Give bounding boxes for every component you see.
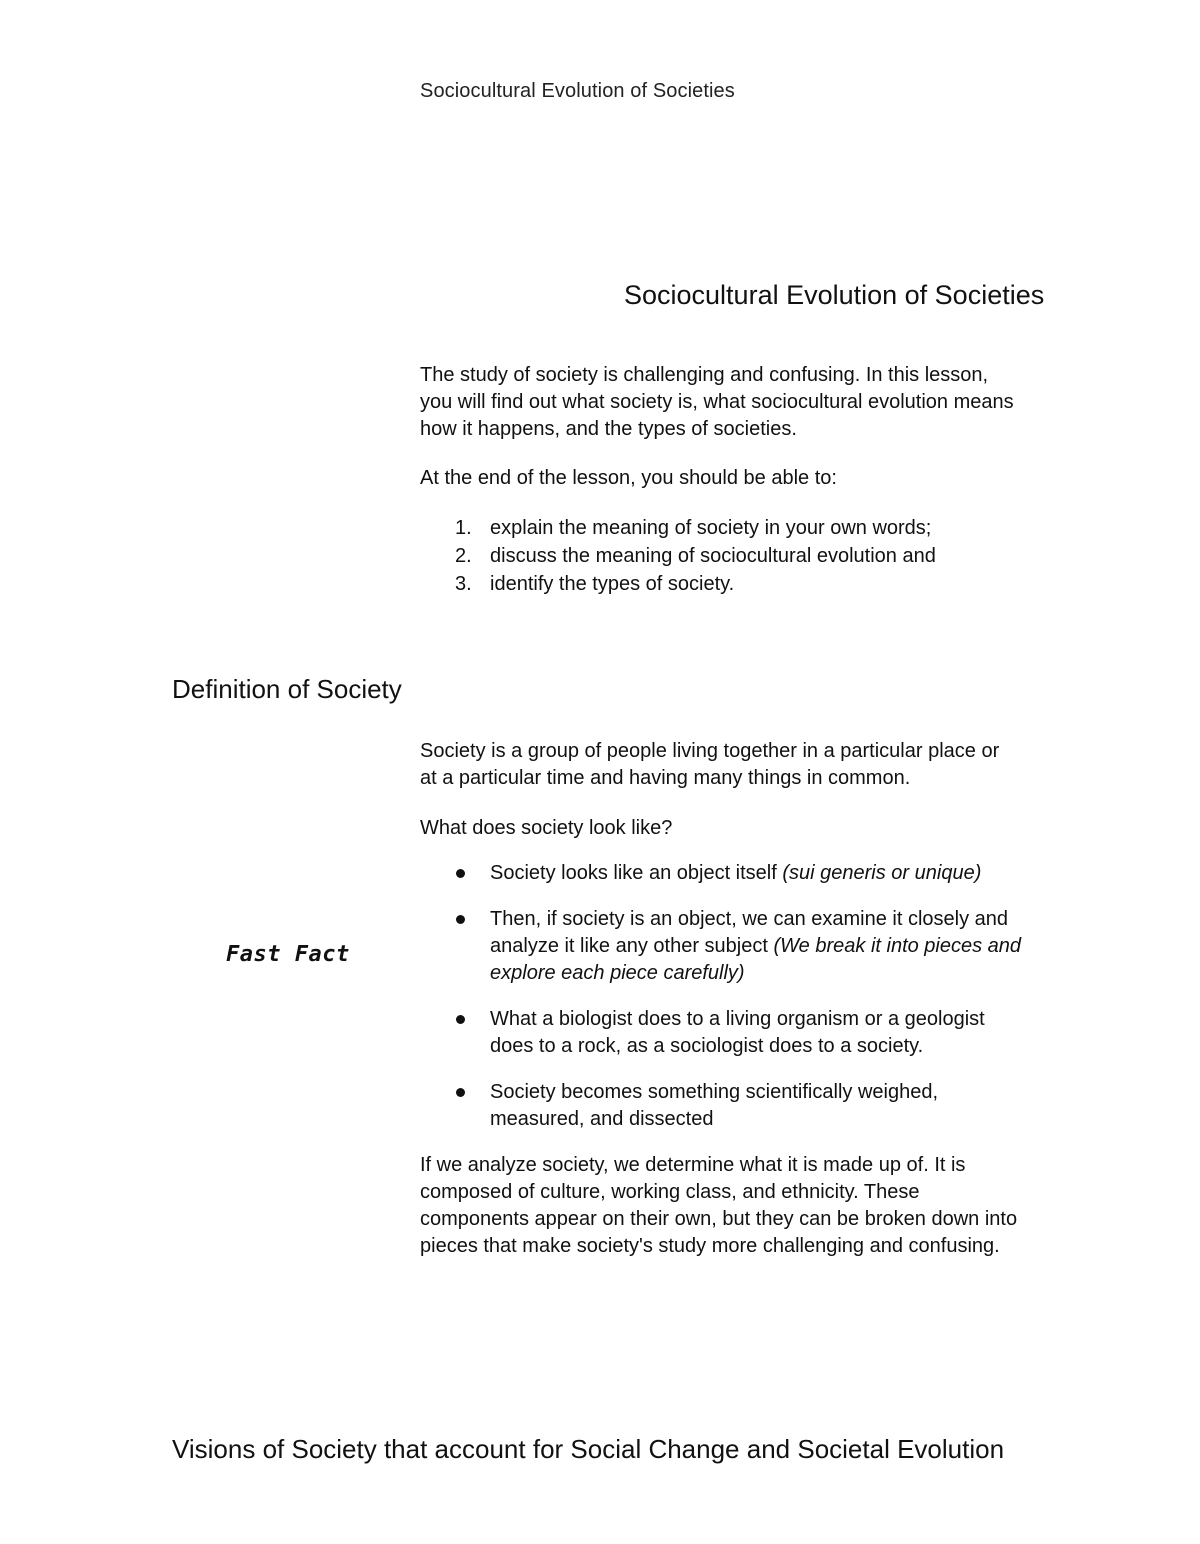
objective-number: 1. — [455, 517, 472, 539]
section-heading-definition: Definition of Society — [172, 674, 402, 704]
bullet-italic-text: explore each piece carefully) — [490, 962, 745, 984]
objective-item — [420, 570, 1100, 598]
bullet-italic-text: (sui generis or unique) — [782, 862, 982, 884]
analysis-line: composed of culture, working class, and ethnicity. These — [420, 1181, 920, 1203]
definition-paragraph — [420, 738, 1100, 792]
objective-text: explain the meaning of society in your own words; — [490, 517, 932, 539]
bullet-text: Society looks like an object itself — [490, 862, 783, 884]
objective-number: 3. — [455, 573, 472, 595]
question-text: What does society look like? — [420, 817, 673, 839]
objective-item — [420, 514, 1100, 542]
intro-paragraph — [420, 362, 1100, 443]
running-header: Sociocultural Evolution of Societies — [420, 80, 735, 102]
bullet-line — [490, 1033, 1100, 1060]
bullet-text: What a biologist does to a living organism or a geologist — [490, 1008, 985, 1030]
objectives-lead: At the end of the lesson, you should be able to: — [420, 467, 837, 489]
intro-line: you will find out what society is, what sociocultural evolution means — [420, 391, 1014, 413]
definition-line: at a particular time and having many things in common. — [420, 767, 911, 789]
bullet-item — [420, 906, 1100, 987]
analysis-line: If we analyze society, we determine what it is made up of. It is — [420, 1154, 966, 1176]
bullet-dot-icon — [456, 1015, 465, 1024]
bullet-dot-icon — [456, 915, 465, 924]
bullet-italic-text: (We break it into pieces and — [773, 935, 1022, 957]
objective-item — [420, 542, 1100, 570]
section-heading-visions: Visions of Society that account for Social Change and Societal Evolution — [172, 1434, 1005, 1464]
bullet-text: Then, if society is an object, we can examine it closely and — [490, 908, 1009, 930]
bullet-line — [490, 1106, 1100, 1133]
bullet-line — [490, 860, 1100, 887]
bullet-dot-icon — [456, 1088, 465, 1097]
bullet-item — [420, 1079, 1100, 1133]
bullet-text: Society becomes something scientifically weighed, — [490, 1081, 938, 1103]
bullet-item — [420, 1006, 1100, 1060]
bullet-text: analyze it like any other subject — [490, 935, 774, 957]
bullet-line — [490, 1006, 1100, 1033]
fast-fact-label: Fast Fact — [226, 942, 350, 967]
society-bullet-list — [420, 860, 1100, 1152]
bullet-line — [490, 960, 1100, 987]
objectives-list — [420, 514, 1100, 598]
intro-line: The study of society is challenging and confusing. In this lesson, — [420, 364, 989, 386]
bullet-dot-icon — [456, 869, 465, 878]
objective-number: 2. — [455, 545, 472, 567]
bullet-item — [420, 860, 1100, 887]
document-title: Sociocultural Evolution of Societies — [624, 280, 1045, 310]
bullet-text: measured, and dissected — [490, 1108, 714, 1130]
analysis-line: pieces that make society's study more challenging and confusing. — [420, 1235, 1000, 1257]
analysis-paragraph — [420, 1152, 1100, 1260]
bullet-text: does to a rock, as a sociologist does to a society. — [490, 1035, 924, 1057]
objective-text: discuss the meaning of sociocultural evolution and — [490, 545, 936, 567]
definition-line: Society is a group of people living together in a particular place or — [420, 740, 1000, 762]
analysis-line: components appear on their own, but they can be broken down into — [420, 1208, 1018, 1230]
bullet-line — [490, 1079, 1100, 1106]
bullet-line — [490, 906, 1100, 933]
intro-line: how it happens, and the types of societies. — [420, 418, 797, 440]
bullet-line — [490, 933, 1100, 960]
objective-text: identify the types of society. — [490, 573, 735, 595]
